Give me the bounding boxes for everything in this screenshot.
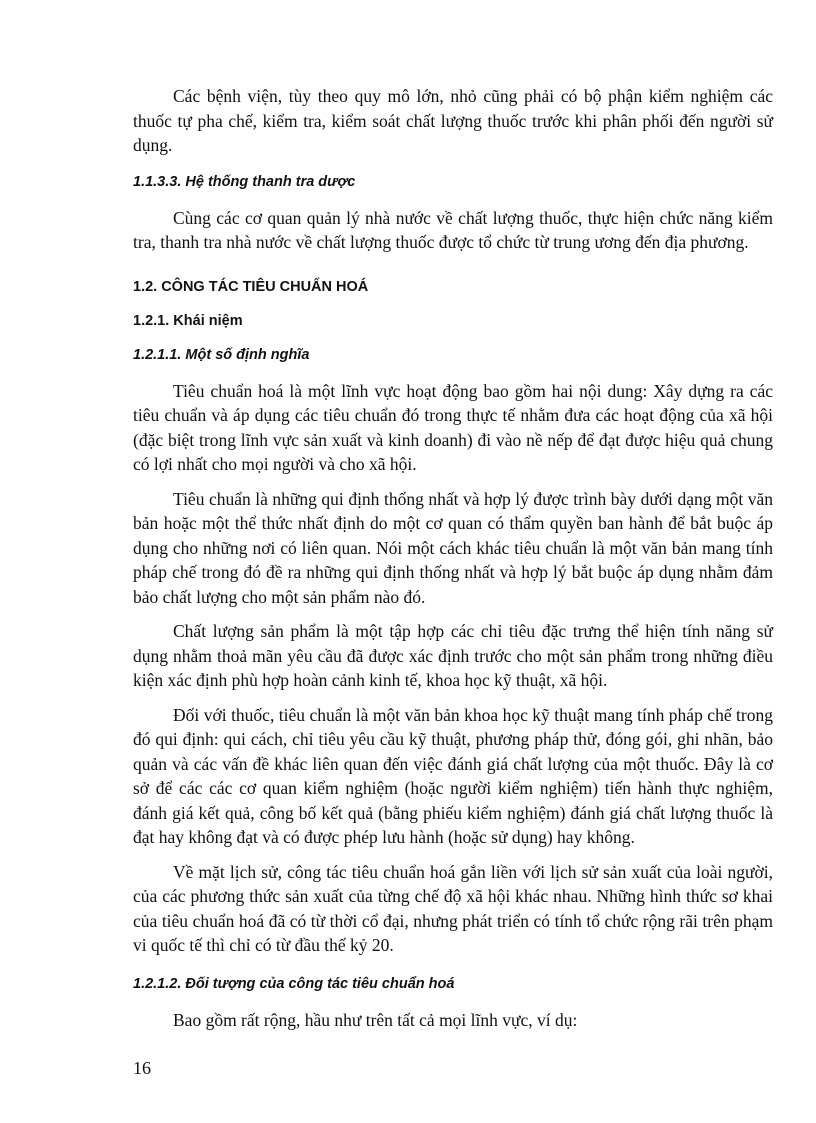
section-heading-1-1-3-3: 1.1.3.3. Hệ thống thanh tra dược: [133, 173, 356, 190]
section-heading-1-2: 1.2. CÔNG TÁC TIÊU CHUẨN HOÁ: [133, 278, 369, 295]
section-heading-1-2-1-1: 1.2.1.1. Một số định nghĩa: [133, 346, 310, 363]
page-number: 16: [133, 1058, 151, 1078]
paragraph: Chất lượng sản phẩm là một tập hợp các chỉ tiêu đặc trưng thể hiện tính năng sử dụng nhằm thoả mãn yêu cầu đã được xác định trước cho một sản phẩm trong những điều kiện xác định phù hợp hoàn cảnh kinh tế, khoa học kỹ thuật, xã hội.: [133, 621, 773, 690]
paragraph: Về mặt lịch sử, công tác tiêu chuẩn hoá gắn liền với lịch sử sản xuất của loài người, của các phương thức sản xuất của từng chế độ xã hội khác nhau. Những hình thức sơ khai của tiêu chuẩn hoá đã có từ thời cổ đại, nhưng phát triển có tính tổ chức rộng rãi trên phạm vi quốc tế thì chỉ có từ đầu thế kỷ 20.: [133, 861, 773, 955]
paragraph: Tiêu chuẩn hoá là một lĩnh vực hoạt động bao gồm hai nội dung: Xây dựng ra các tiêu chuẩn và áp dụng các tiêu chuẩn đó trong thực tế nhằm đưa các hoạt động của xã hội (đặc biệt trong lĩnh vực sản xuất và kinh doanh) đi vào nề nếp để đạt được hiệu quả chung có lợi nhất cho mọi người và cho xã hội.: [133, 380, 773, 474]
page-content: [133, 84, 773, 1032]
section-heading-1-2-1-2: 1.2.1.2. Đối tượng của công tác tiêu chuẩn hoá: [133, 975, 455, 992]
section-heading-1-2-1: 1.2.1. Khái niệm: [133, 312, 243, 329]
paragraph: Tiêu chuẩn là những qui định thống nhất và hợp lý được trình bày dưới dạng một văn bản hoặc một thể thức nhất định do một cơ quan có thẩm quyền ban hành để bắt buộc áp dụng cho những nơi có liên quan. Nói một cách khác tiêu chuẩn là một văn bản mang tính pháp chế trong đó đề ra những qui định thống nhất và hợp lý bắt buộc áp dụng nhằm đảm bảo chất lượng cho một sản phẩm nào đó.: [133, 488, 773, 607]
paragraph: Đối với thuốc, tiêu chuẩn là một văn bản khoa học kỹ thuật mang tính pháp chế trong đó qui định: qui cách, chỉ tiêu yêu cầu kỹ thuật, phương pháp thử, đóng gói, ghi nhãn, bảo quản và các vấn đề khác liên quan đến việc đánh giá chất lượng của một thuốc. Đây là cơ sở để các các cơ quan kiểm nghiệm (hoặc người kiểm nghiệm) tiến hành thực nghiệm, đánh giá kết quả, công bố kết quả (bằng phiếu kiểm nghiệm) đánh giá chất lượng thuốc là đạt hay không đạt và có được phép lưu hành (hoặc sử dụng) hay không.: [133, 704, 773, 847]
paragraph: Bao gồm rất rộng, hầu như trên tất cả mọi lĩnh vực, ví dụ:: [173, 1009, 578, 1030]
paragraph: Cùng các cơ quan quản lý nhà nước về chất lượng thuốc, thực hiện chức năng kiểm tra, thanh tra nhà nước về chất lượng thuốc được tổ chức từ trung ương đến địa phương.: [133, 207, 773, 252]
paragraph: Các bệnh viện, tùy theo quy mô lớn, nhỏ cũng phải có bộ phận kiểm nghiệm các thuốc tự pha chế, kiểm tra, kiểm soát chất lượng thuốc trước khi phân phối đến người sử dụng.: [133, 86, 773, 155]
